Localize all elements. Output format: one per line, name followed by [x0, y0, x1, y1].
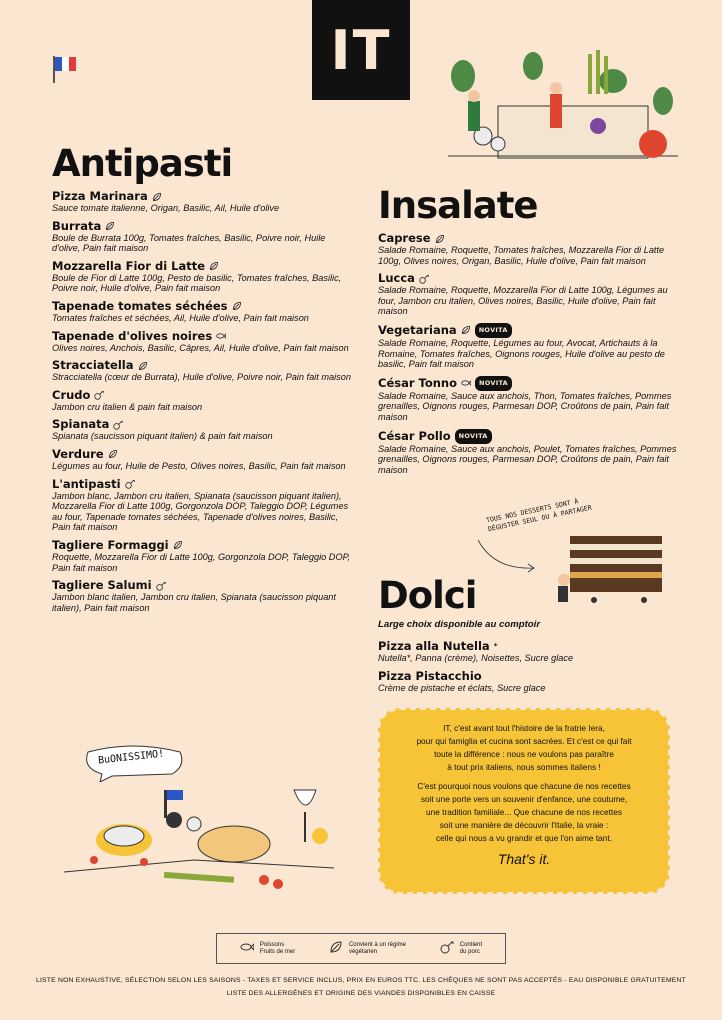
antipasti-item-description: Sauce tomate italienne, Origan, Basilic, Ail, Huile d'olive — [52, 203, 280, 213]
insalate-item-description: Salade Romaine, Sauce aux anchois, Thon, Tomates fraîches, Pommes grenailles, Oignons rouges, Parmesan DOP, Croûtons de pain, Pain fait maison — [378, 390, 672, 422]
dolci-item-header — [378, 640, 678, 653]
antipasti-item-name: Tapenade d'olives noires — [52, 328, 213, 343]
antipasti-item-name: Tagliere Formaggi — [52, 537, 169, 552]
insalate-item-header — [378, 232, 678, 245]
antipasti-item-name: Tapenade tomates séchées — [52, 298, 228, 313]
fish-icon — [461, 378, 471, 388]
story-line: soit une porte vers un souvenir d'enfance, une coutume, — [420, 794, 628, 804]
dolci-item-name: Pizza Pistacchio — [378, 668, 482, 683]
dolci-item — [378, 640, 678, 664]
story-tagline: That's it. — [497, 851, 551, 867]
leaf-icon — [209, 261, 219, 271]
fish-icon — [240, 940, 254, 957]
story-line: IT, c'est avant tout l'histoire de la fratrie Iera, — [443, 723, 605, 733]
antipasti-item-header — [52, 478, 352, 491]
insalate-item-description: Salade Romaine, Roquette, Tomates fraîches, Mozzarella Fior di Latte 100g, Olives noires, Origan, Basilic, Huile d'olive, Pain fait maison — [378, 245, 665, 266]
pork-icon — [156, 581, 166, 591]
antipasti-item — [52, 539, 352, 573]
dolci-item-header — [378, 670, 678, 683]
antipasti-item — [52, 389, 352, 413]
legend-veg-line: Convient à un régime — [348, 941, 407, 948]
antipasti-section — [52, 142, 352, 619]
pork-icon — [113, 420, 123, 430]
insalate-list — [378, 232, 678, 475]
insalate-item-name: César Tonno — [378, 375, 458, 390]
antipasti-item-description: Jambon blanc italien, Jambon cru italien, Spianata (saucisson piquant italien), Pain fait maison — [52, 592, 336, 613]
story-line: une tradition familiale... Que chacune de nos recettes — [425, 807, 622, 817]
antipasti-item-name: Spianata — [52, 417, 110, 432]
icon-legend — [216, 933, 506, 964]
antipasti-item-name: Stracciatella — [52, 358, 134, 373]
antipasti-item-description: Tomates fraîches et séchées, Ail, Huile d'olive, Pain fait maison — [52, 312, 309, 323]
legend-veg-line: végétarien — [348, 948, 377, 955]
insalate-item-description: Salade Romaine, Sauce aux anchois, Poulet, Tomates fraîches, Pommes grenailles, Oignons rouges, Parmesan DOP, Croûtons de pain, Pain fait maison — [378, 443, 677, 475]
leaf-icon — [108, 449, 118, 459]
antipasti-item-header — [52, 359, 352, 372]
footnote-marker: * — [493, 642, 498, 650]
insalate-item-name: Vegetariana — [378, 322, 457, 337]
insalate-section — [378, 184, 678, 481]
antipasti-item-name: L'antipasti — [52, 476, 121, 491]
antipasti-item-description: Légumes au four, Huile de Pesto, Olives noires, Basilic, Pain fait maison — [52, 460, 346, 471]
antipasti-item-name: Tagliere Salumi — [52, 578, 152, 593]
antipasti-item-name: Mozzarella Fior di Latte — [52, 258, 206, 273]
leaf-icon — [435, 234, 445, 244]
antipasti-item-description: Boule de Burrata 100g, Tomates fraîches, Basilic, Poivre noir, Huile d'olive, Pain fait maison — [52, 232, 326, 254]
leaf-icon — [152, 192, 162, 202]
leaf-icon — [105, 221, 115, 231]
antipasti-item-name: Burrata — [52, 218, 102, 233]
leaf-icon — [329, 940, 343, 957]
antipasti-item-description: Jambon cru italien & pain fait maison — [52, 401, 203, 412]
story-paragraph-2 — [390, 780, 658, 845]
story-box — [378, 708, 670, 894]
dolci-item-description: Nutella*, Panna (crème), Noisettes, Sucre glace — [378, 653, 574, 663]
leaf-icon — [232, 301, 242, 311]
antipasti-item-header — [52, 260, 352, 273]
legend-fish-line: Poissons — [259, 941, 285, 948]
novita-badge: NOVITA — [475, 323, 512, 338]
antipasti-item — [52, 190, 352, 214]
legend-fish — [240, 940, 295, 957]
italian-feast-illustration — [44, 780, 344, 895]
insalate-item-header — [378, 376, 678, 391]
dolci-item — [378, 670, 678, 694]
insalate-item — [378, 376, 678, 423]
leaf-icon — [173, 540, 183, 550]
antipasti-item-header — [52, 389, 352, 402]
antipasti-item-name: Verdure — [52, 446, 104, 461]
insalate-item-description: Salade Romaine, Roquette, Légumes au four, Avocat, Artichauts à la Romaine, Tomates fraîches, Oignons rouges, Huile d'olive au pesto de basilic, Pain fait maison — [378, 337, 665, 370]
footer-line-1: LISTE NON EXHAUSTIVE, SÉLECTION SELON LES SAISONS - TAXES ET SERVICE INCLUS, PRIX EN EUROS TTC. LES CHÈQUES NE SONT PAS ACCEPTÉS - EAU DISPONIBLE GRATUITEMENT — [35, 977, 686, 984]
dolci-item-name: Pizza alla Nutella — [378, 639, 490, 653]
insalate-item-header — [378, 272, 678, 285]
antipasti-item-name: Crudo — [52, 387, 91, 402]
antipasti-item-name: Pizza Marinara — [52, 189, 148, 203]
antipasti-list — [52, 190, 352, 613]
story-line: à tout prix italiens, nous sommes italiens ! — [447, 762, 601, 772]
antipasti-item-description: Olives noires, Anchois, Basilic, Câpres, Ail, Huile d'olive, Pain fait maison — [52, 342, 349, 353]
antipasti-title: Antipasti — [52, 142, 233, 185]
dolci-subtitle: Large choix disponible au comptoir — [378, 619, 541, 630]
novita-badge: NOVITA — [475, 376, 512, 391]
legend-pork-line: du porc — [459, 948, 480, 955]
insalate-item-name: Caprese — [378, 231, 431, 245]
pork-icon — [94, 390, 104, 400]
antipasti-item-header — [52, 220, 352, 233]
leaf-icon — [461, 325, 471, 335]
insalate-item — [378, 323, 678, 370]
antipasti-item — [52, 220, 352, 254]
antipasti-item-description: Boule de Fior di Latte 100g, Pesto de basilic, Tomates fraîches, Basilic, Poivre noir, Huile d'olive, Pain fait maison — [52, 272, 342, 294]
antipasti-item — [52, 260, 352, 294]
dolci-section — [378, 574, 678, 699]
dolci-title: Dolci — [378, 574, 477, 617]
dolci-item-description: Crème de pistache et éclats, Sucre glace — [378, 682, 546, 693]
fish-icon — [216, 331, 226, 341]
insalate-item — [378, 272, 678, 317]
footer-line-2: LISTE DES ALLERGÈNES ET ORIGINE DES VIANDES DISPONIBLES EN CAISSE — [226, 990, 496, 997]
french-flag-icon[interactable] — [52, 54, 78, 89]
antipasti-item-header — [52, 190, 352, 203]
insalate-item — [378, 429, 678, 476]
insalate-item-header — [378, 429, 678, 444]
antipasti-item-header — [52, 539, 352, 552]
legend-pork — [440, 940, 482, 957]
antipasti-item — [52, 478, 352, 533]
legend-pork-line: Contient — [459, 941, 483, 948]
story-line: C'est pourquoi nous voulons que chacune de nos recettes — [417, 781, 631, 791]
buonissimo-bubble — [82, 742, 186, 782]
pork-icon — [440, 940, 454, 957]
story-line: toute la différence : nous ne voulons pas paraître — [434, 749, 614, 759]
pork-icon — [419, 274, 429, 284]
story-paragraph-1 — [390, 722, 658, 774]
antipasti-item-description: Stracciatella (cœur de Burrata), Huile d'olive, Poivre noir, Pain fait maison — [52, 372, 351, 383]
leaf-icon — [138, 361, 148, 371]
insalate-item-description: Salade Romaine, Roquette, Mozzarella Fior di Latte 100g, Légumes au four, Jambon cru italien, Olives noires, Basilic, Huile d'olive, Pain fait maison — [378, 285, 668, 317]
dessert-note: TOUS NOS DESSERTS SONT À DÉGUSTER SEUL OU À PARTAGER — [485, 497, 593, 534]
antipasti-item-header — [52, 448, 352, 461]
buonissimo-text: BuONISSIMO! — [97, 748, 165, 767]
antipasti-item-description: Roquette, Mozzarella Fior di Latte 100g, Gorgonzola DOP, Taleggio DOP, Pain fait maison — [52, 551, 351, 573]
antipasti-item — [52, 330, 352, 354]
insalate-title: Insalate — [378, 184, 538, 227]
legend-fish-line: Fruits de mer — [259, 948, 296, 955]
antipasti-item — [52, 418, 352, 442]
novita-badge: NOVITA — [455, 429, 492, 444]
insalate-item-name: Lucca — [378, 271, 415, 286]
antipasti-item-description: Jambon blanc, Jambon cru italien, Spianata (saucisson piquant italien), Mozzarella Fior di Latte 100g, Gorgonzola DOP, Taleggio DOP, Légumes au four, Tapenade tomates séchées, Tapenade d'olives noires, Basilic, Pain fait maison — [52, 490, 349, 533]
antipasti-item — [52, 448, 352, 472]
story-line: pour qui famiglia et cucina sont sacrées. Et c'est ce qui fait — [416, 736, 632, 746]
story-line: celle qui nous a vu grandir et que l'on aime tant. — [436, 833, 612, 843]
brand-logo: IT — [312, 0, 410, 100]
antipasti-item-header — [52, 330, 352, 343]
vegetable-garden-illustration — [438, 46, 688, 176]
insalate-item-header — [378, 323, 678, 338]
antipasti-item — [52, 359, 352, 383]
antipasti-item — [52, 300, 352, 324]
dolci-list — [378, 640, 678, 693]
antipasti-item-header — [52, 579, 352, 592]
legend-veg — [329, 940, 406, 957]
antipasti-item-header — [52, 300, 352, 313]
insalate-item-name: César Pollo — [378, 428, 451, 443]
antipasti-item — [52, 579, 352, 613]
insalate-item — [378, 232, 678, 266]
antipasti-item-header — [52, 418, 352, 431]
antipasti-item-description: Spianata (saucisson piquant italien) & pain fait maison — [52, 431, 273, 442]
story-line: soit une manière de découvrir l'Italie, la vraie : — [439, 820, 609, 830]
pork-icon — [125, 479, 135, 489]
